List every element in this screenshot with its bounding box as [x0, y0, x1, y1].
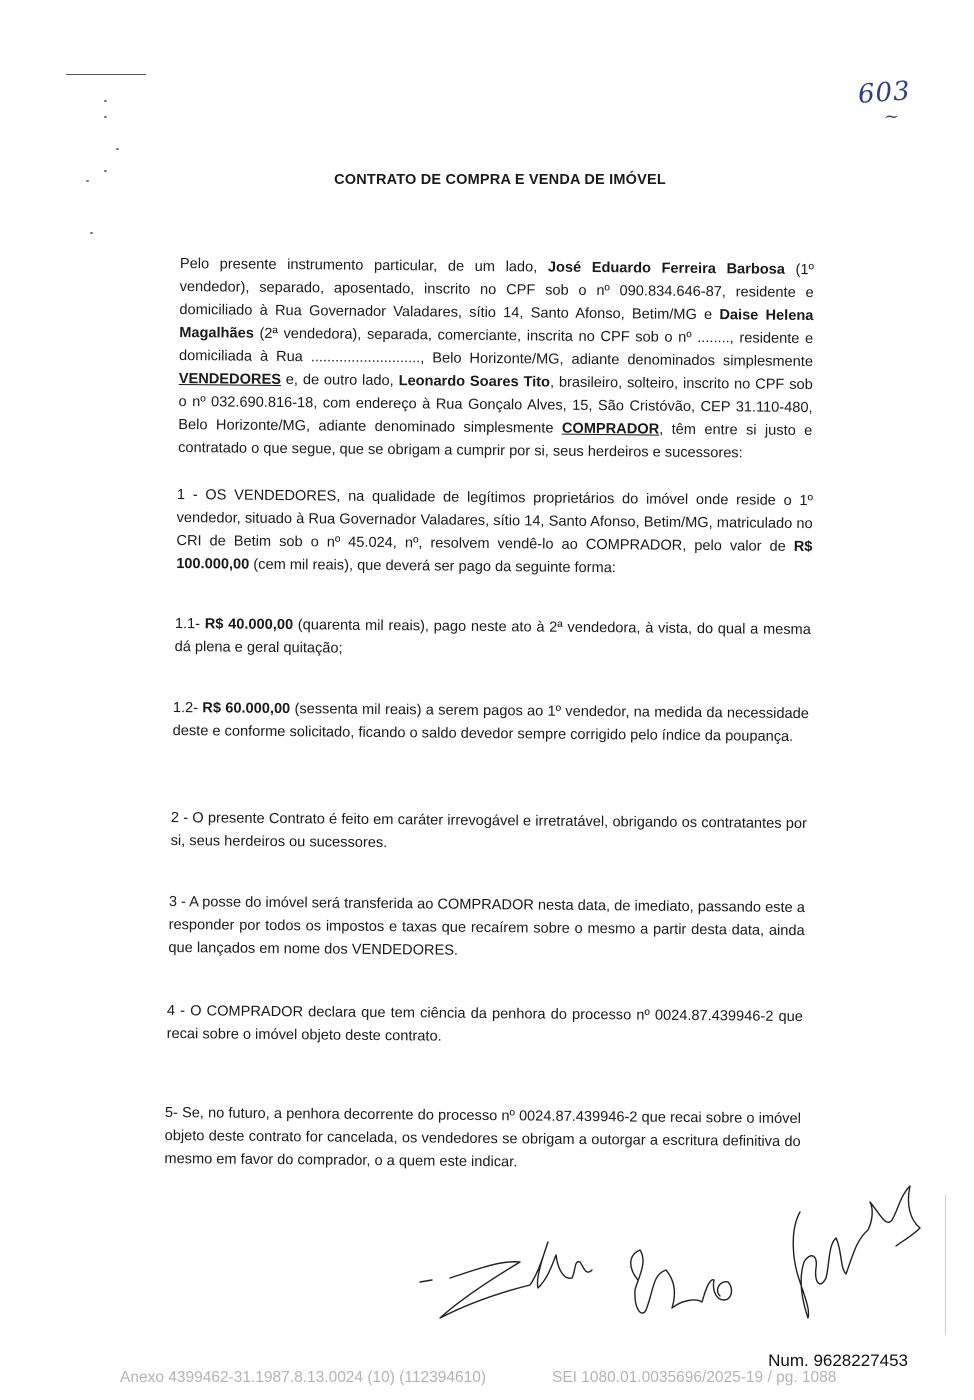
intro-text: , brasileiro, solteiro, inscrito no CPF sob o nº 032.690.816-18, com endereço à Rua Gonçalo Alves, 15, São Cristóvão, CEP 31.110-480, Belo Horizonte/MG, adiante denominado simplesmente: [178, 374, 813, 437]
scan-speck: [104, 116, 107, 118]
sale-price: R$ 100.000,00: [176, 538, 813, 573]
buyer-name: Leonardo Soares Tito: [398, 373, 551, 391]
footer-annex-reference: Anexo 4399462-31.1987.8.13.0024 (10) (112394610): [120, 1369, 486, 1386]
scan-speck: [104, 100, 107, 102]
page-number-mark: ~: [884, 106, 900, 127]
footer-sei-reference: SEI 1080.01.0035696/2025-19 / pg. 1088: [552, 1369, 837, 1386]
sellers-term: VENDEDORES: [178, 370, 282, 388]
intro-text: e, de outro lado,: [280, 371, 399, 390]
intro-text: , têm entre si justo e contratado o que segue, que se obrigam a cumprir por si, seus herdeiros e sucessores:: [178, 421, 813, 462]
seller1-name: José Eduardo Ferreira Barbosa: [547, 259, 786, 278]
scan-speck: [104, 170, 107, 172]
intro-text: (1º vendedor), separado, aposentado, inscrito no CPF sob o nº 090.834.646-87, residente e domiciliado à Rua Governador Valadares, sítio 14, Santo Afonso, Betim/MG e: [179, 261, 814, 324]
seller2-name: Daise Helena Magalhães: [179, 307, 814, 342]
signature-seller2: [631, 1250, 732, 1313]
clause-number: 1.1-: [174, 615, 205, 633]
clause-text: (cem mil reais), que deverá ser pago da seguinte forma:: [249, 556, 616, 577]
scan-speck: [116, 148, 119, 150]
signature-buyer: [793, 1186, 920, 1318]
payment-amount: R$ 40.000,00: [204, 616, 294, 634]
handwritten-page-number: 603: [857, 76, 912, 110]
buyer-term: COMPRADOR: [561, 420, 660, 438]
signatures-area: [380, 1150, 940, 1340]
signature-seller1: [420, 1242, 592, 1318]
clause-5: 5- Se, no futuro, a penhora decorrente do processo nº 0024.87.439946-2 que recai sobre o imóvel objeto deste contrato for cancelada, os vendedores se obrigam a outorgar a escritura definitiva do mesmo em favor do comprador, o a quem este indicar.: [164, 1104, 801, 1171]
clause-1-1: [175, 613, 811, 665]
clause-1-2: [173, 697, 809, 749]
intro-text: Pelo presente instrumento particular, de um lado,: [179, 255, 548, 276]
clause-text: (quarenta mil reais), pago neste ato à 2ª vendedora, à vista, do qual a mesma dá plena e geral quitação;: [174, 617, 811, 657]
scan-speck: [86, 180, 89, 182]
clause-4: 4 - O COMPRADOR declara que tem ciência da penhora do processo nº 0024.87.439946-2 que recai sobre o imóvel objeto deste contrato.: [166, 1002, 803, 1045]
document-number: Num. 9628227453: [768, 1351, 908, 1370]
clause-number: 1.2-: [172, 699, 203, 717]
clause-2: 2 - O presente Contrato é feito em caráter irrevogável e irretratável, obrigando os contratantes por si, seus herdeiros ou sucessores.: [170, 809, 807, 852]
intro-paragraph: [178, 253, 814, 466]
clause-text: (sessenta mil reais) a serem pagos ao 1º vendedor, na medida da necessidade deste e conforme solicitado, ficando o saldo devedor sempre corrigido pelo índice da poupança.: [172, 701, 809, 745]
intro-text: (2ª vendedora), separada, comerciante, inscrita no CPF sob o nº ........, residente e domiciliada à Rua ..........................., Belo Horizonte/MG, adiante denominados simplesmente: [178, 325, 814, 371]
scan-edge-line: [945, 1195, 946, 1335]
scan-speck: [90, 232, 93, 234]
clause-3: 3 - A posse do imóvel será transferida ao COMPRADOR nesta data, de imediato, passando este a responder por todos os impostos e taxas que recaírem sobre o mesmo a partir desta data, ainda que lançados em nome dos VENDEDORES.: [168, 893, 805, 959]
scan-mark-rule: [66, 74, 146, 75]
payment-amount: R$ 60.000,00: [202, 700, 291, 718]
clause-text: 1 - OS VENDEDORES, na qualidade de legítimos proprietários do imóvel onde reside o 1º vendedor, situado à Rua Governador Valadares, sítio 14, Santo Afonso, Betim/MG, matriculado no CRI de Betim sob o nº 45.024, nº, resolvem vendê-lo ao COMPRADOR, pelo valor de: [176, 486, 813, 555]
document-title: CONTRATO DE COMPRA E VENDA DE IMÓVEL: [334, 172, 666, 188]
clause-1: [176, 484, 813, 582]
